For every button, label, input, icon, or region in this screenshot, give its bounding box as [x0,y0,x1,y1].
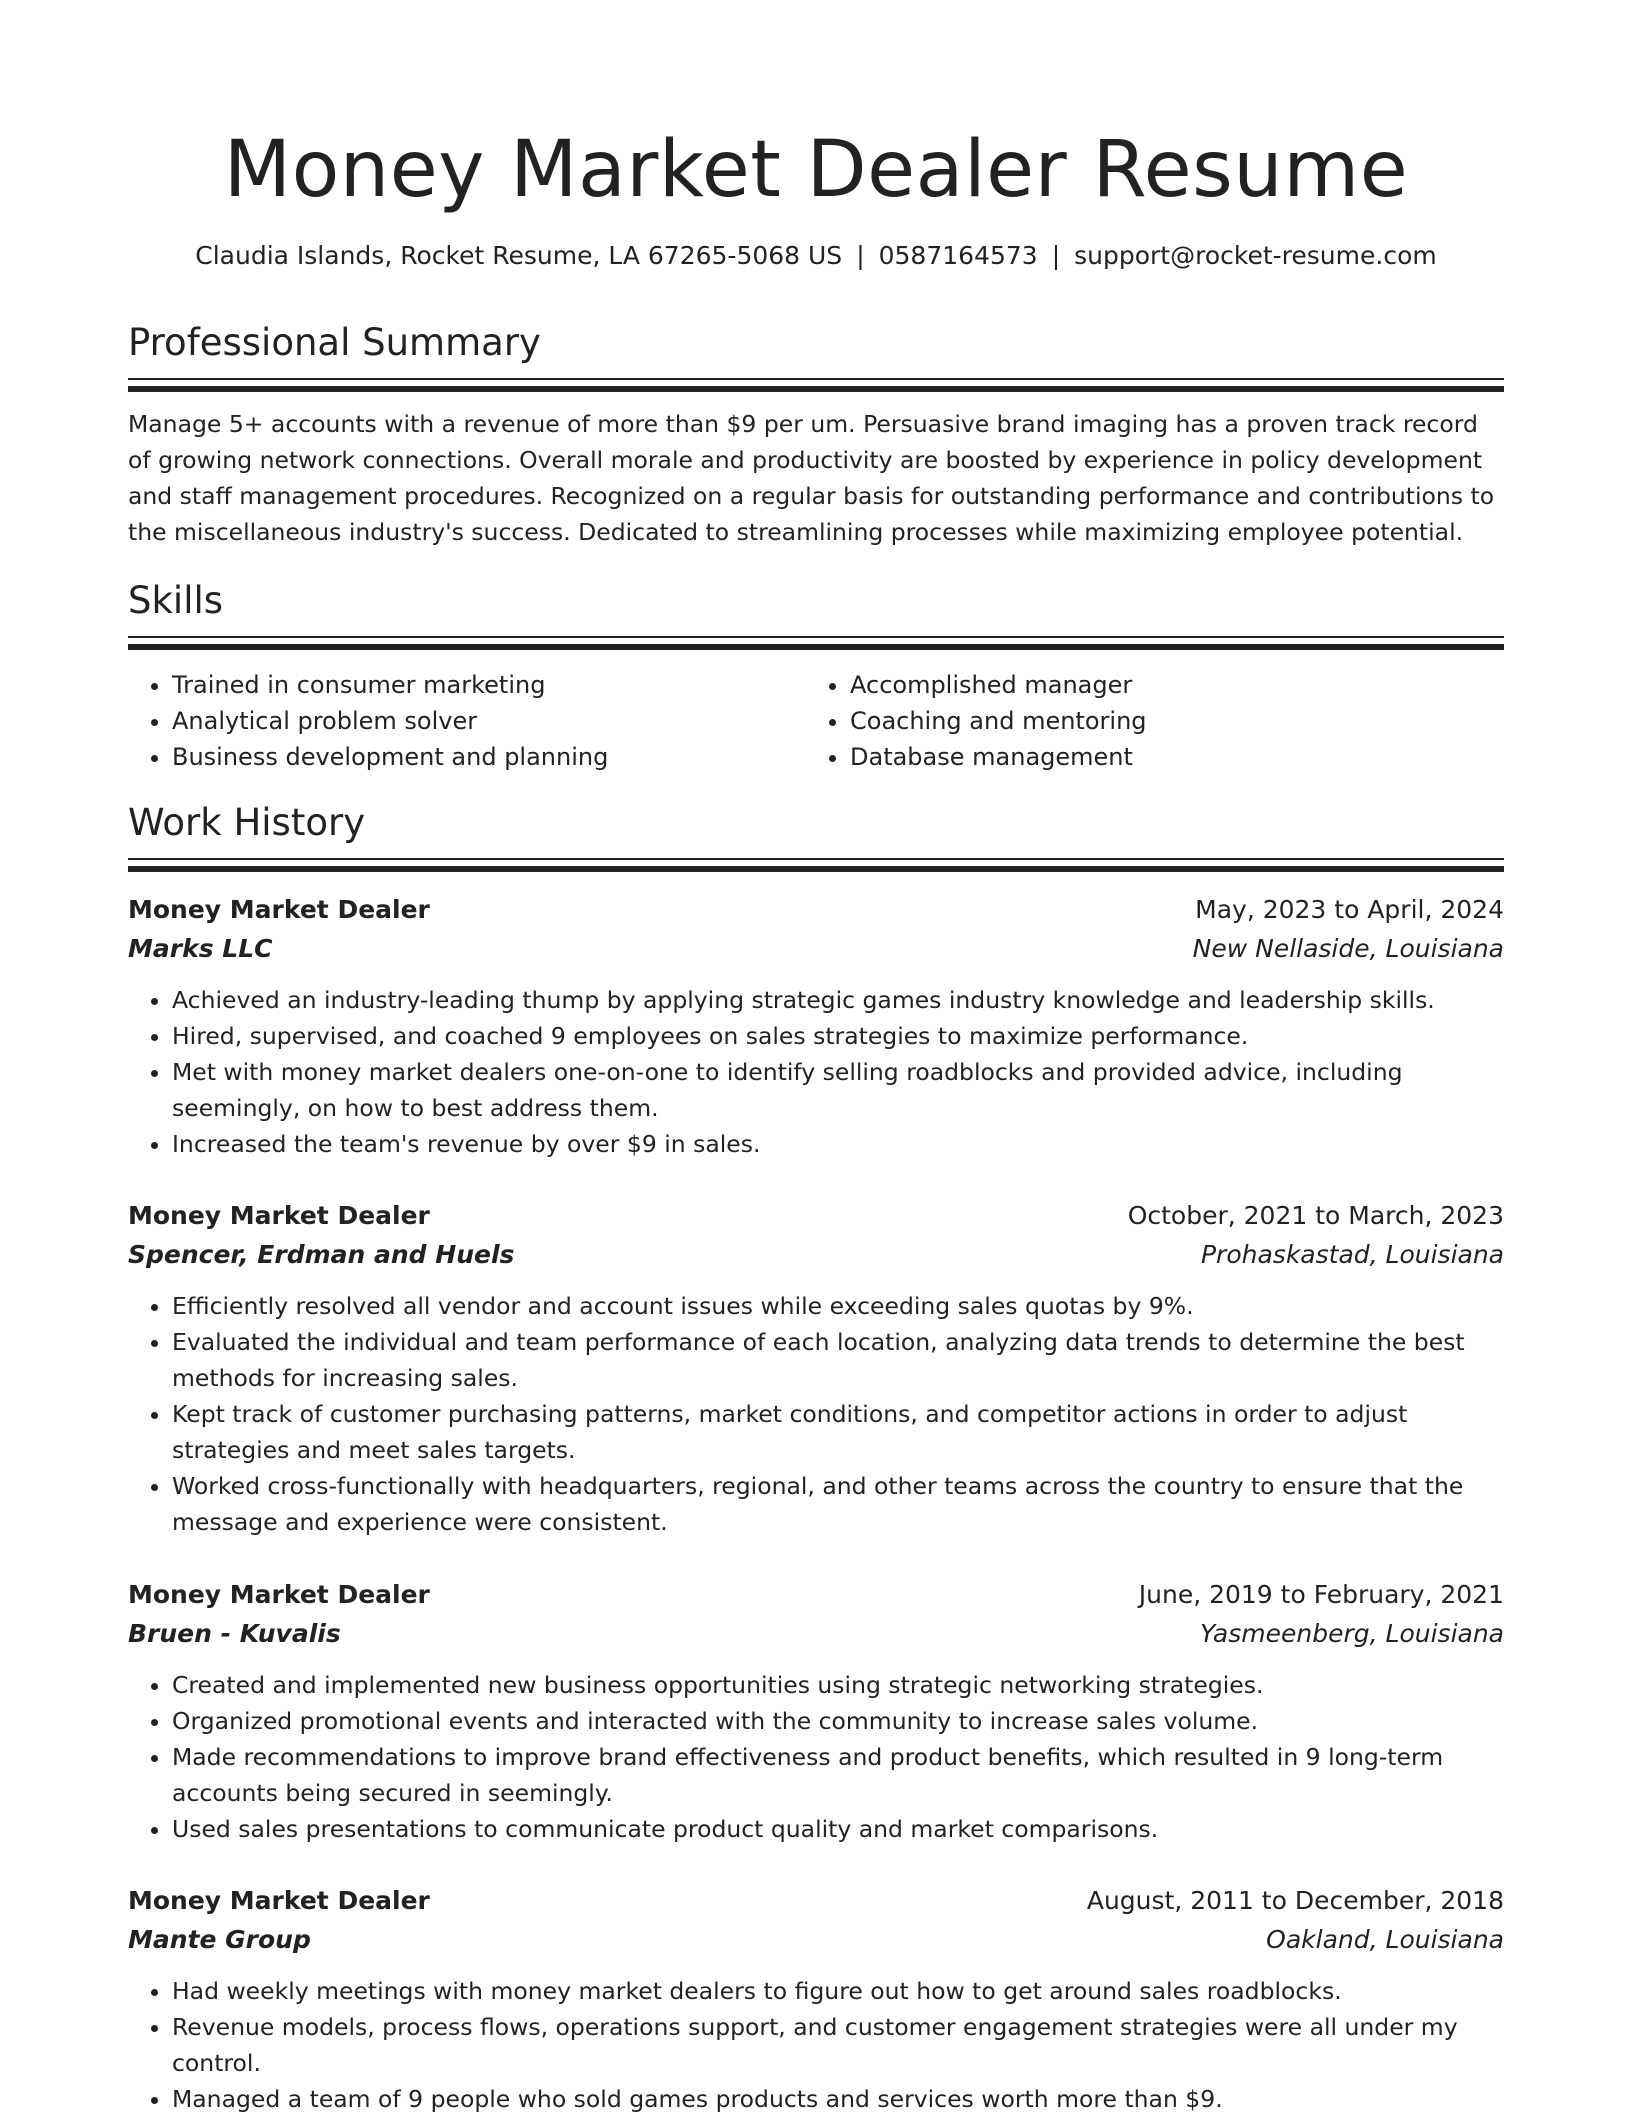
job-bullet: • Hired, supervised, and coached 9 employees on sales strategies to maximize performance. [172,1018,1504,1054]
job-bullet: • Efficiently resolved all vendor and account issues while exceeding sales quotas by 9%. [172,1288,1504,1324]
job-title: Money Market Dealer [128,895,430,924]
job-bullets [128,1973,1504,2117]
skill-item: • Analytical problem solver [172,703,806,739]
job-bullets [128,982,1504,1162]
job-company: Mante Group [128,1925,311,1954]
skills-column-left [128,667,806,775]
job-bullet: • Organized promotional events and interacted with the community to increase sales volume. [172,1703,1504,1739]
job-title: Money Market Dealer [128,1580,430,1609]
job-location: Prohaskastad, Louisiana [1200,1240,1504,1269]
contact-phone: 0587164573 [878,241,1038,270]
contact-email: support@rocket-resume.com [1074,241,1437,270]
skill-item: • Business development and planning [172,739,806,775]
job-bullet: • Worked cross-functionally with headquarters, regional, and other teams across the country to ensure that the message and experience were consistent. [172,1468,1504,1540]
job-bullet: • Met with money market dealers one-on-one to identify selling roadblocks and provided advice, including seemingly, on how to best address them. [172,1054,1504,1126]
contact-line [128,238,1504,274]
job-bullet: • Made recommendations to improve brand effectiveness and product benefits, which resulted in 9 long-term accounts being secured in seemingly. [172,1739,1504,1811]
summary-text: Manage 5+ accounts with a revenue of more than $9 per um. Persuasive brand imaging has a proven track record of growing network connections. Overall morale and productivity are boosted by experience in policy development and staff management procedures. Recognized on a regular basis for outstanding performance and contributions to the miscellaneous industry's success. Dedicated to streamlining processes while maximizing employee potential. [128,410,1495,546]
job-title: Money Market Dealer [128,1201,430,1230]
work-section-title: Work History [128,801,366,844]
job-bullet: • Had weekly meetings with money market dealers to figure out how to get around sales roadblocks. [172,1973,1504,2009]
resume-title: Money Market Dealer Resume [223,125,1409,215]
contact-separator: | [856,241,865,270]
contact-separator: | [1051,241,1061,270]
summary-section-title: Professional Summary [128,321,541,364]
job-bullet: • Increased the team's revenue by over $9 in sales. [172,1126,1504,1162]
skill-item: • Trained in consumer marketing [172,667,806,703]
skill-item: • Accomplished manager [850,667,1484,703]
section-divider [128,378,1504,392]
job-entry [128,890,1504,1162]
job-company: Marks LLC [128,934,273,963]
skills-list [128,667,1504,775]
job-bullet: • Created and implemented new business opportunities using strategic networking strategies. [172,1667,1504,1703]
job-entry [128,1575,1504,1847]
job-dates: August, 2011 to December, 2018 [1086,1886,1504,1915]
section-divider [128,636,1504,650]
job-entry [128,1881,1504,2117]
job-location: New Nellaside, Louisiana [1192,934,1504,963]
job-bullet: • Managed a team of 9 people who sold games products and services worth more than $9. [172,2081,1504,2117]
job-dates: October, 2021 to March, 2023 [1127,1201,1504,1230]
job-dates: June, 2019 to February, 2021 [1138,1580,1504,1609]
job-dates: May, 2023 to April, 2024 [1195,895,1504,924]
job-company: Spencer, Erdman and Huels [128,1240,515,1269]
job-entry [128,1196,1504,1540]
job-bullet: • Revenue models, process flows, operations support, and customer engagement strategies were all under my control. [172,2009,1504,2081]
job-bullets [128,1288,1504,1540]
skill-item: • Coaching and mentoring [850,703,1484,739]
skill-item: • Database management [850,739,1484,775]
job-bullet: • Evaluated the individual and team performance of each location, analyzing data trends to determine the best methods for increasing sales. [172,1324,1504,1396]
job-location: Oakland, Louisiana [1266,1925,1504,1954]
job-bullet: • Kept track of customer purchasing patterns, market conditions, and competitor actions in order to adjust strategies and meet sales targets. [172,1396,1504,1468]
skills-section-title: Skills [128,579,224,622]
job-bullet: • Achieved an industry-leading thump by applying strategic games industry knowledge and leadership skills. [172,982,1504,1018]
skills-column-right [806,667,1484,775]
job-bullets [128,1667,1504,1847]
job-company: Bruen - Kuvalis [128,1619,341,1648]
job-title: Money Market Dealer [128,1886,430,1915]
job-bullet: • Used sales presentations to communicate product quality and market comparisons. [172,1811,1504,1847]
section-divider [128,858,1504,872]
job-location: Yasmeenberg, Louisiana [1199,1619,1504,1648]
contact-address: Claudia Islands, Rocket Resume, LA 67265-5068 US [195,241,843,270]
